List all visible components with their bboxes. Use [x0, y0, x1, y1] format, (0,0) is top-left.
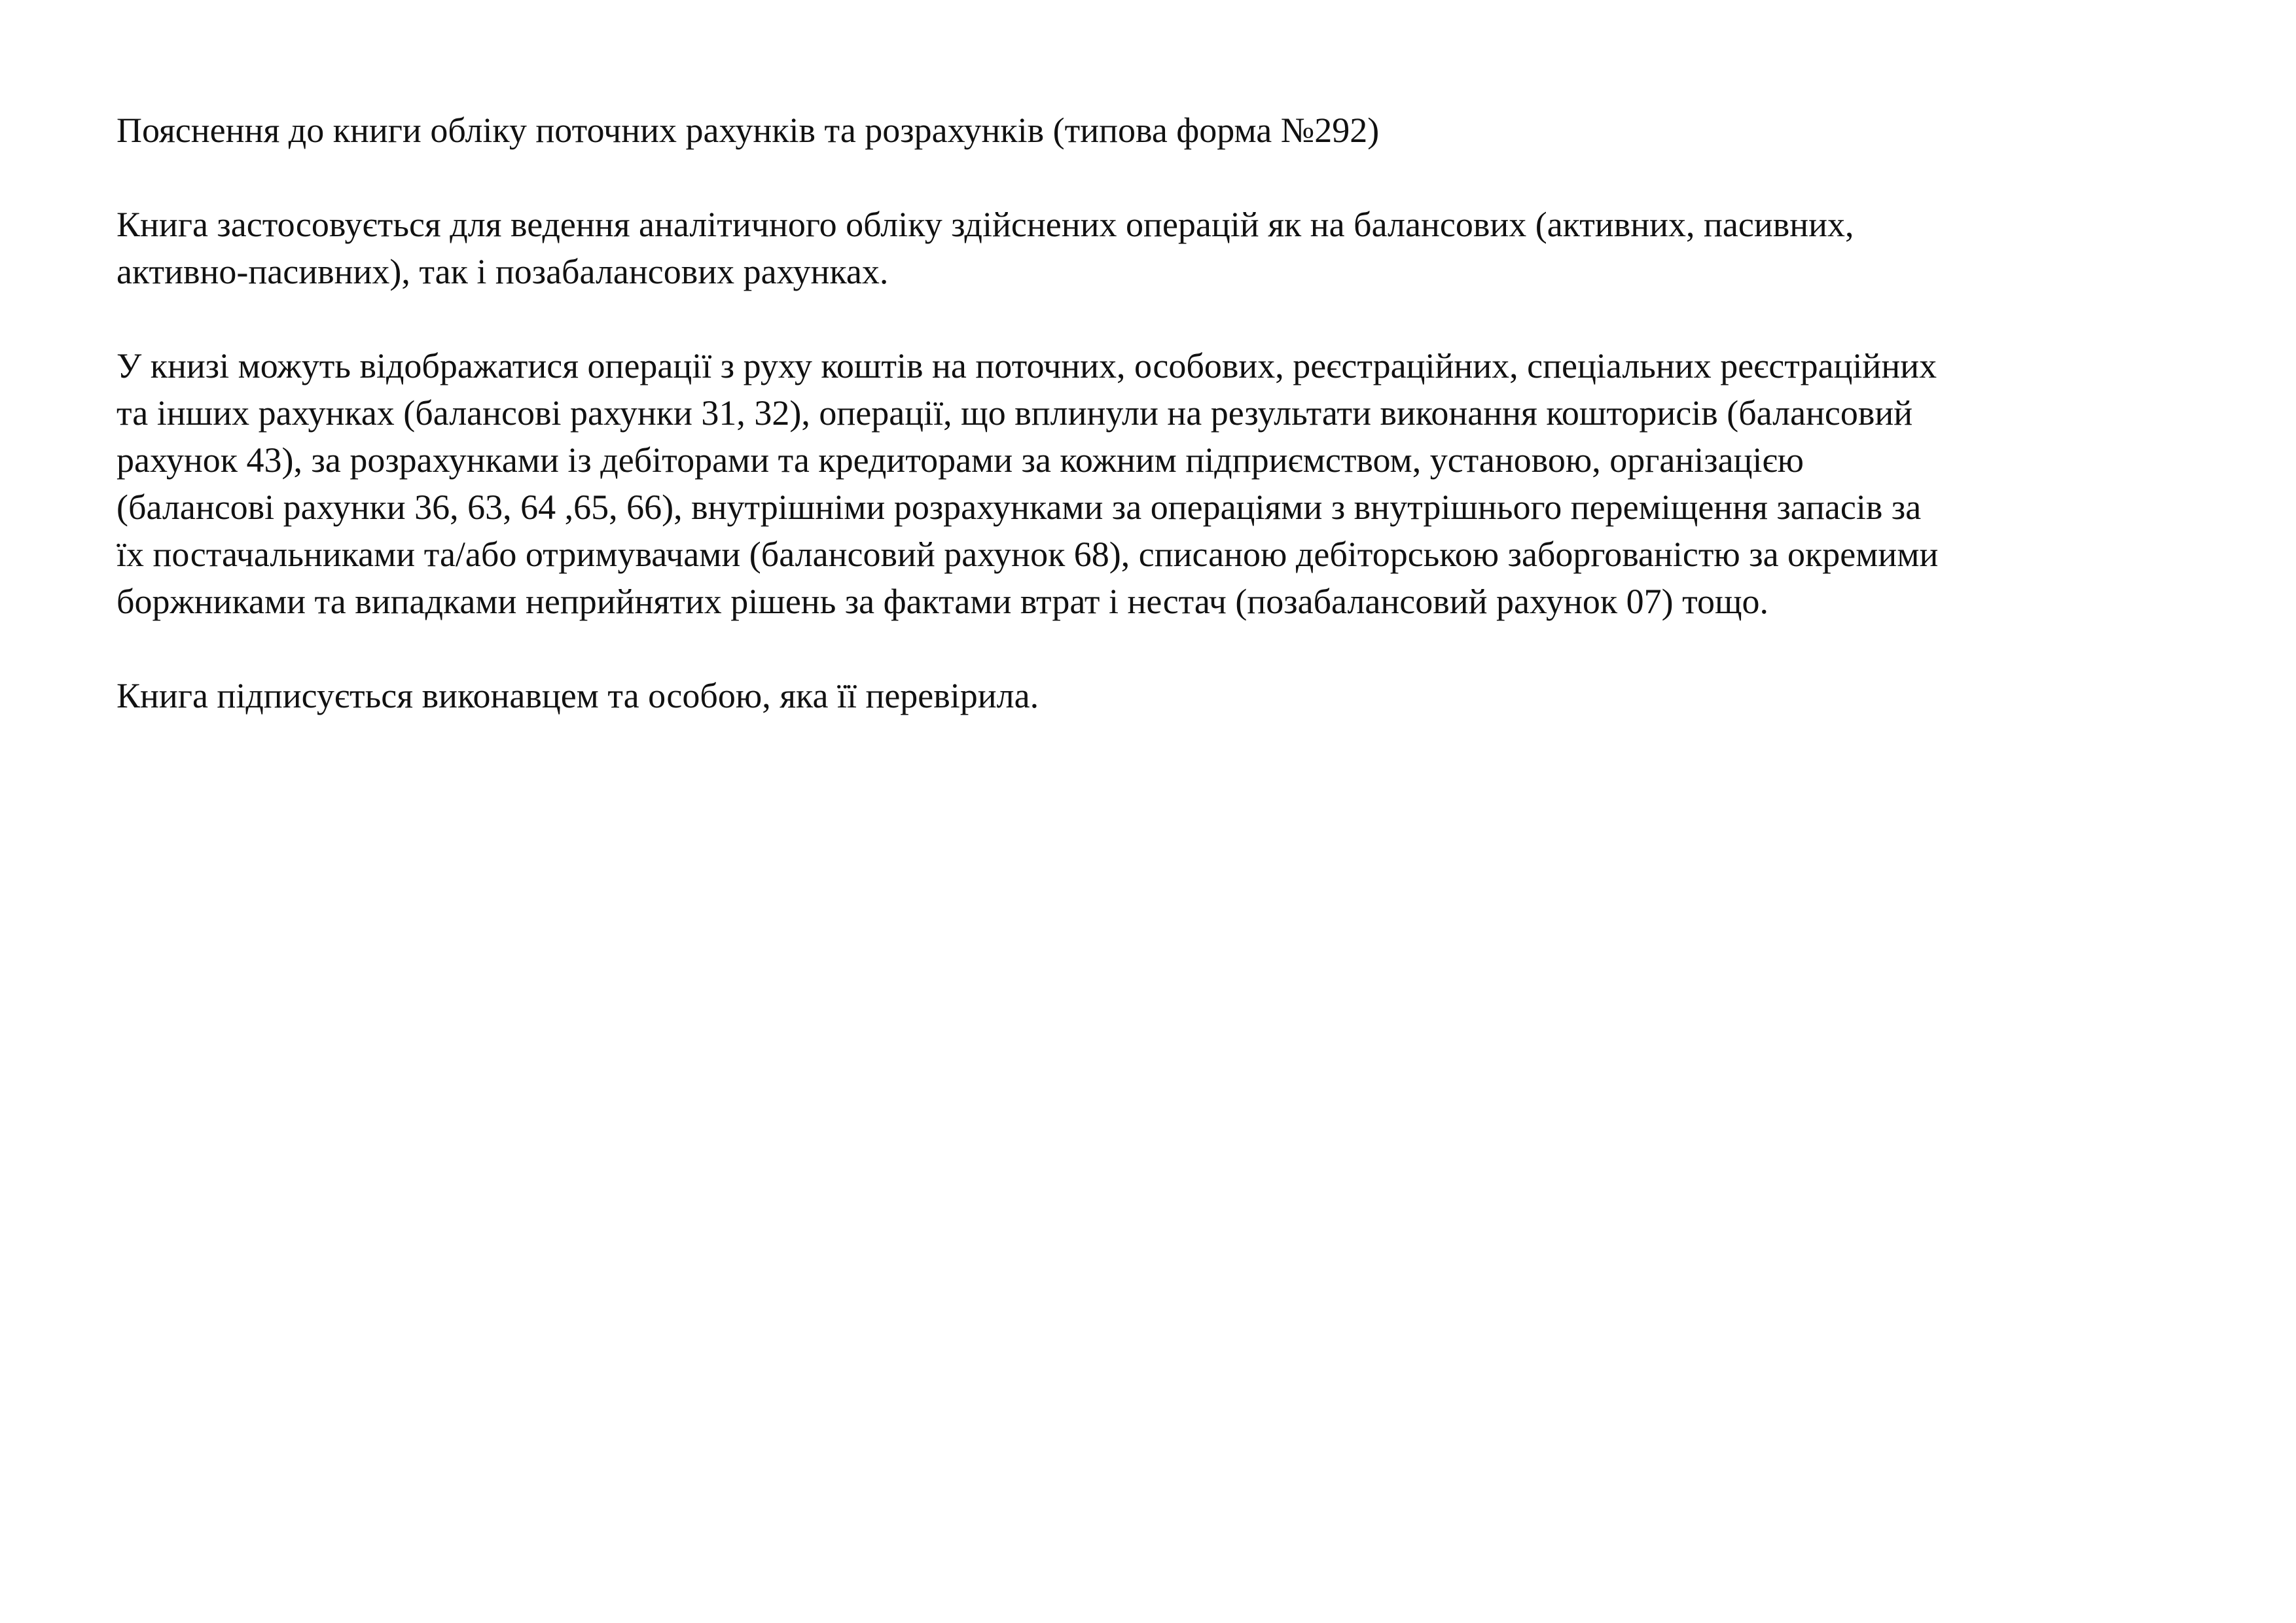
- paragraph-line: Книга підписується виконавцем та особою, яка її перевірила.: [117, 676, 1039, 715]
- paragraph-line: та інших рахунках (балансові рахунки 31, 32), операції, що вплинули на результати виконання кошторисів (балансовий: [117, 393, 1913, 433]
- paragraph-line: їх постачальниками та/або отримувачами (балансовий рахунок 68), списаною дебіторською заборгованістю за окремими: [117, 535, 1939, 574]
- paragraph-usage: [117, 201, 2119, 295]
- paragraph-line: активно-пасивних), так і позабалансових рахунках.: [117, 252, 889, 291]
- paragraph-line: У книзі можуть відображатися операції з руху коштів на поточних, особових, реєстраційних, спеціальних реєстраційних: [117, 346, 1937, 385]
- paragraph-operations: [117, 342, 2119, 625]
- paragraph-line: рахунок 43), за розрахунками із дебіторами та кредиторами за кожним підприємством, установою, організацією: [117, 440, 1804, 480]
- paragraph-line: Книга застосовується для ведення аналітичного обліку здійснених операцій як на балансових (активних, пасивних,: [117, 205, 1854, 244]
- paragraph-signature: [117, 672, 2119, 719]
- document-title: Пояснення до книги обліку поточних рахунків та розрахунків (типова форма №292): [117, 111, 1380, 150]
- paragraph-line: (балансові рахунки 36, 63, 64 ,65, 66), внутрішніми розрахунками за операціями з внутрішнього переміщення запасів за: [117, 488, 1922, 527]
- paragraph-line: боржниками та випадками неприйнятих рішень за фактами втрат і нестач (позабалансовий рахунок 07) тощо.: [117, 582, 1769, 621]
- document-body: [117, 107, 2119, 719]
